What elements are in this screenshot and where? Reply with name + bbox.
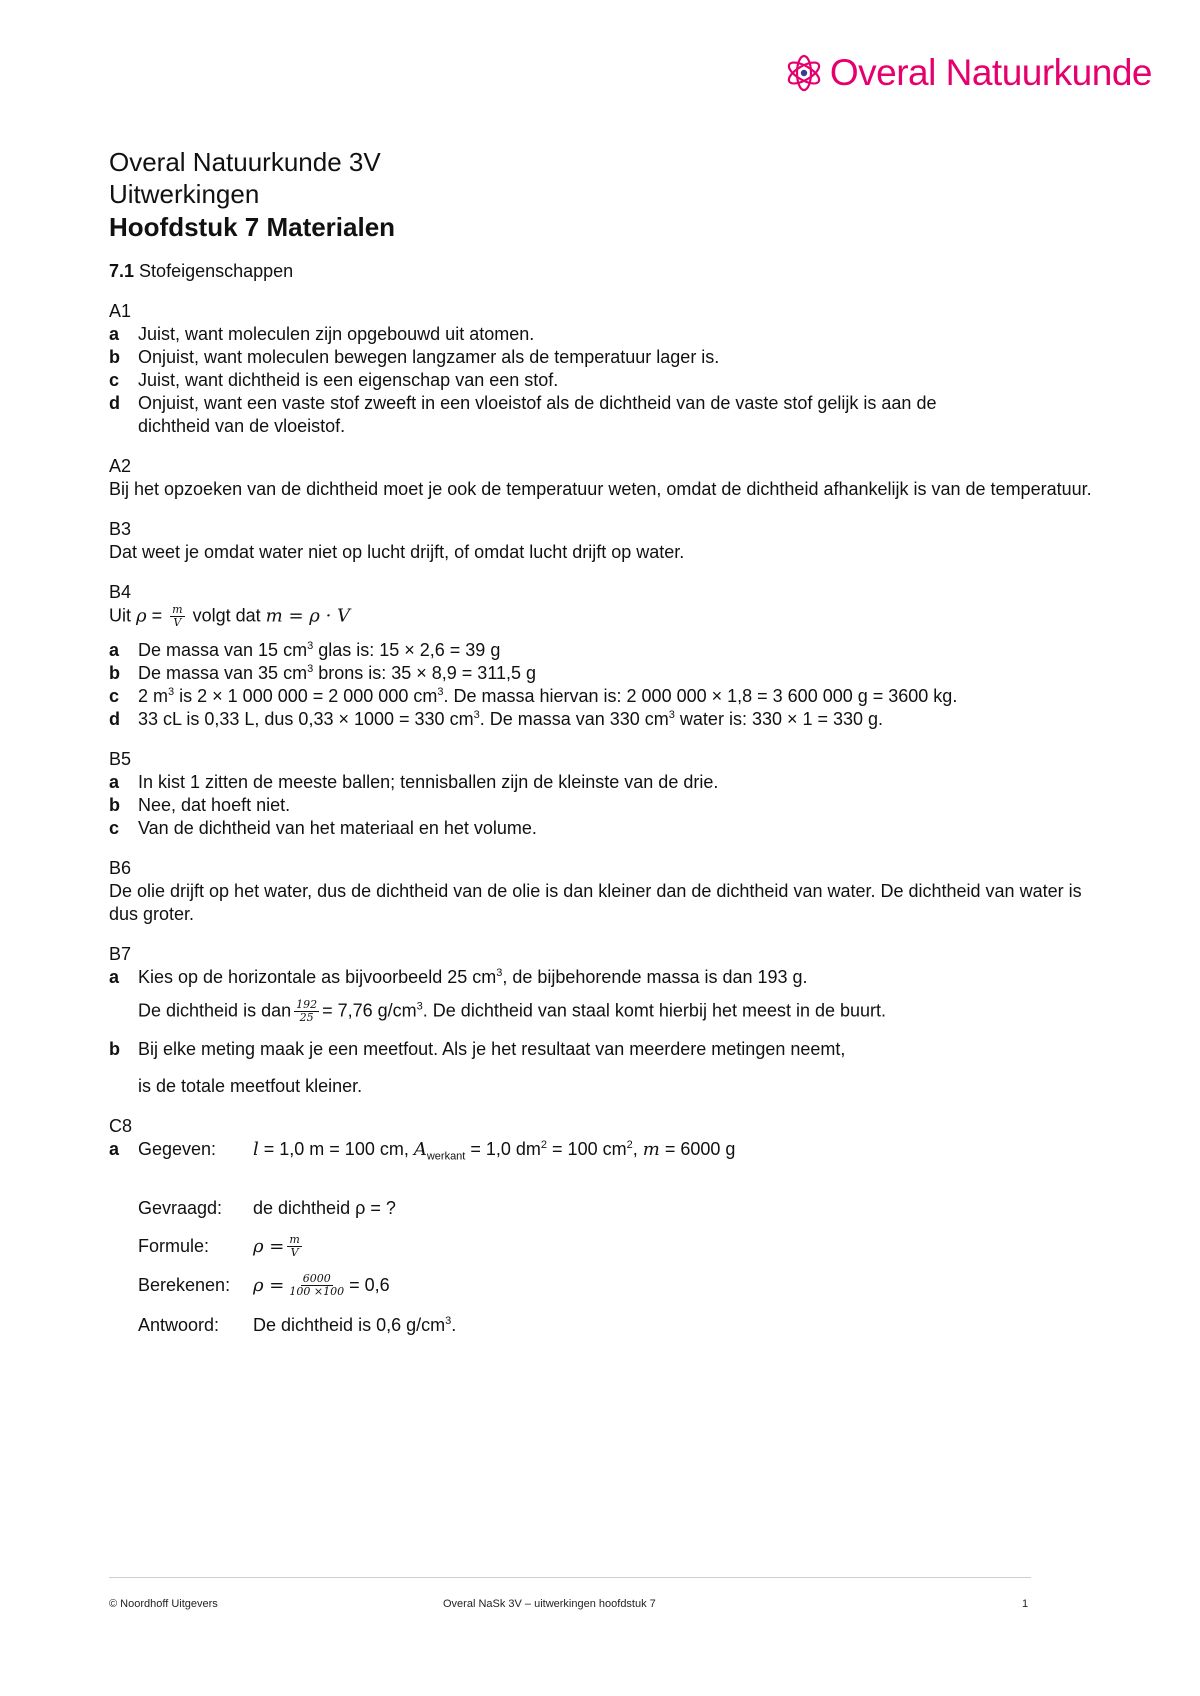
superscript: 3 [416,1000,423,1013]
fraction-denominator: V [173,616,182,629]
text-part: 33 cL is 0,33 L, dus 0,33 × 1000 = 330 cm [138,709,474,729]
b4-intro [109,604,1099,629]
answer-text: Dat weet je omdat water niet op lucht drijft, of omdat lucht drijft op water. [109,542,685,562]
answer-item-continued [109,1075,1099,1098]
item-letter: d [109,709,120,729]
item-text: Van de dichtheid van het materiaal en het volume. [138,818,537,838]
item-text: is de totale meetfout kleiner. [138,1076,363,1096]
footer-divider [109,1577,1031,1578]
berekenen-prefix: ρ = [253,1275,285,1296]
footer-copyright: © Noordhoff Uitgevers [109,1598,218,1610]
answer-item-continued [109,999,1099,1024]
text-part: . De dichtheid van staal komt hierbij het meest in de buurt. [422,1000,887,1021]
formule-label: Formule: [138,1236,210,1256]
answer-item [109,966,1099,989]
question-b4 [109,581,1099,731]
text-part: De dichtheid is 0,6 g/cm [253,1315,446,1335]
item-letter: a [109,324,120,344]
fraction-denominator: 25 [299,1011,314,1024]
answer-item [109,1038,1099,1061]
text-part: = 1,0 m = 100 cm, [258,1139,414,1159]
item-text [138,639,1099,662]
item-letter: b [109,795,120,815]
answer-item [109,771,1099,794]
fraction-numerator: m [172,603,183,616]
question-label: B7 [109,944,132,964]
berekenen-row [138,1273,1099,1298]
text-part: = 100 cm [547,1139,627,1159]
item-text: Juist, want moleculen zijn opgebouwd uit atomen. [138,324,535,344]
logo [784,52,1152,94]
section-number: 7.1 [109,261,135,281]
chapter-title: Hoofdstuk 7 Materialen [109,212,396,242]
answer-item [109,1138,1099,1161]
superscript: 3 [473,709,480,721]
question-label: B6 [109,858,132,878]
item-letter: b [109,663,120,683]
item-text [138,966,1099,989]
item-text [138,708,1099,731]
question-b6 [109,857,1099,926]
answer-item [109,639,1099,662]
text-part: water is: 330 × 1 = 330 g. [674,709,884,729]
fraction-192-over-25 [294,999,319,1024]
text-part: glas is: 15 × 2,6 = 39 g [313,640,501,660]
gevraagd-row [138,1197,1099,1220]
question-a1 [109,300,1099,438]
answer-item [109,817,1099,840]
question-c8 [109,1115,1099,1337]
rho-symbol: ρ [136,605,147,627]
text-part: = 7,76 g/cm [322,1000,417,1021]
item-letter-spacer [109,999,138,1024]
item-letter: d [109,393,120,413]
item-text: In kist 1 zitten de meeste ballen; tennisballen zijn de kleinste van de drie. [138,772,719,792]
answer-item [109,346,1099,369]
fraction-m-over-v [170,604,184,629]
item-text [138,685,1099,708]
item-letter: a [109,640,120,660]
logo-text: Overal Natuurkunde [829,52,1152,93]
fraction-numerator: 192 [296,998,318,1011]
document-body [109,146,1099,1337]
answer-item [109,794,1099,817]
superscript: 3 [307,640,314,652]
answer-item [109,369,1099,392]
question-label: B3 [109,519,132,539]
item-letter: c [109,370,120,390]
section-heading [109,260,1099,283]
text-part: is 2 × 1 000 000 = 2 000 000 cm [174,686,438,706]
text-part: , [632,1139,643,1159]
formule-prefix: ρ = [253,1236,285,1257]
text-part: De dichtheid is dan [138,1000,292,1021]
fraction-denominator: 100 ×100 [289,1285,345,1298]
superscript: 3 [496,967,503,979]
item-letter: a [109,967,120,987]
question-label: C8 [109,1116,133,1136]
formula: m = ρ · V [265,605,351,627]
item-text: Bij elke meting maak je een meetfout. Als je het resultaat van meerdere metingen neemt, [138,1039,846,1059]
question-label: B5 [109,749,132,769]
text-part: l [253,1139,259,1160]
item-text: Onjuist, want een vaste stof zweeft in een vloeistof als de dichtheid van de vaste stof gelijk is aan de dichtheid van de vloeistof. [138,393,937,436]
subscript: werkant [426,1150,466,1163]
fraction-6000-over-10000 [287,1273,346,1298]
answer-item [109,685,1099,708]
answer-item [109,323,1099,346]
fraction-m-over-v [287,1234,301,1259]
fraction-numerator: 6000 [302,1272,331,1285]
superscript: 3 [445,1315,452,1327]
text-part: Kies op de horizontale as bijvoorbeeld 25 cm [138,967,497,987]
berekenen-label: Berekenen: [138,1275,231,1295]
question-a2 [109,455,1099,501]
question-b5 [109,748,1099,840]
question-label: B4 [109,582,132,602]
text-part: = 6000 g [659,1139,736,1159]
text-part: . De massa van 330 cm [479,709,669,729]
answer-item [109,708,1099,731]
text-part: . De massa hiervan is: 2 000 000 × 1,8 = 3 600 000 g = 3600 kg. [443,686,958,706]
page-number: 1 [1022,1598,1029,1610]
antwoord-label: Antwoord: [138,1315,220,1335]
item-text [138,662,1099,685]
text-part: , de bijbehorende massa is dan 193 g. [502,967,808,987]
text-part: A [413,1139,427,1160]
fraction-numerator: m [289,1233,300,1246]
item-text [138,999,1099,1024]
superscript: 3 [668,709,675,721]
gevraagd-label: Gevraagd: [138,1198,223,1218]
item-letter: c [109,686,120,706]
item-text: Nee, dat hoeft niet. [138,795,291,815]
item-text: Onjuist, want moleculen bewegen langzamer als de temperatuur lager is. [138,347,720,367]
item-letter: a [109,772,120,792]
equals-sign: = [151,605,163,626]
text-part: m [642,1139,660,1160]
doc-title: Overal Natuurkunde 3V [109,147,381,177]
answer-text: De olie drijft op het water, dus de dichtheid van de olie is dan kleiner dan de dichtheid van water. De dichtheid van water is dus groter. [109,881,1082,924]
gegeven-label: Gegeven: [138,1139,217,1159]
section-title: Stofeigenschappen [139,261,294,281]
fraction-denominator: V [290,1246,299,1259]
item-letter-spacer [109,1075,138,1098]
text-part: 2 m [138,686,169,706]
doc-subtitle: Uitwerkingen [109,179,260,209]
item-letter: b [109,1039,120,1059]
superscript: 3 [307,663,314,675]
question-b3 [109,518,1099,564]
item-letter: a [109,1139,120,1159]
text-part: De massa van 15 cm [138,640,308,660]
antwoord-row [138,1314,1099,1337]
text-part: . [451,1315,457,1335]
answer-item [109,392,1099,438]
item-letter: b [109,347,120,367]
question-label: A2 [109,456,132,476]
text-part: brons is: 35 × 8,9 = 311,5 g [313,663,537,683]
text-part: = 1,0 dm [465,1139,541,1159]
item-letter: c [109,818,120,838]
gevraagd-value: de dichtheid ρ = ? [253,1198,396,1218]
text-part: De massa van 35 cm [138,663,308,683]
question-b7 [109,943,1099,1098]
intro-text: volgt dat [192,605,261,626]
superscript: 2 [540,1139,548,1151]
answer-item [109,662,1099,685]
berekenen-result: = 0,6 [349,1275,390,1295]
item-text: Juist, want dichtheid is een eigenschap van een stof. [138,370,559,390]
superscript: 3 [437,686,444,698]
answer-text: Bij het opzoeken van de dichtheid moet je ook de temperatuur weten, omdat de dichtheid afhankelijk is van de temperatuur. [109,479,1092,499]
gegeven-value [253,1138,1099,1161]
antwoord-value [253,1314,456,1337]
superscript: 2 [626,1139,633,1151]
question-label: A1 [109,301,132,321]
intro-text: Uit [109,605,131,626]
superscript: 3 [168,686,175,698]
atom-icon [784,53,824,93]
formule-row [138,1234,1099,1259]
footer-title: Overal NaSk 3V – uitwerkingen hoofdstuk 7 [443,1598,656,1610]
